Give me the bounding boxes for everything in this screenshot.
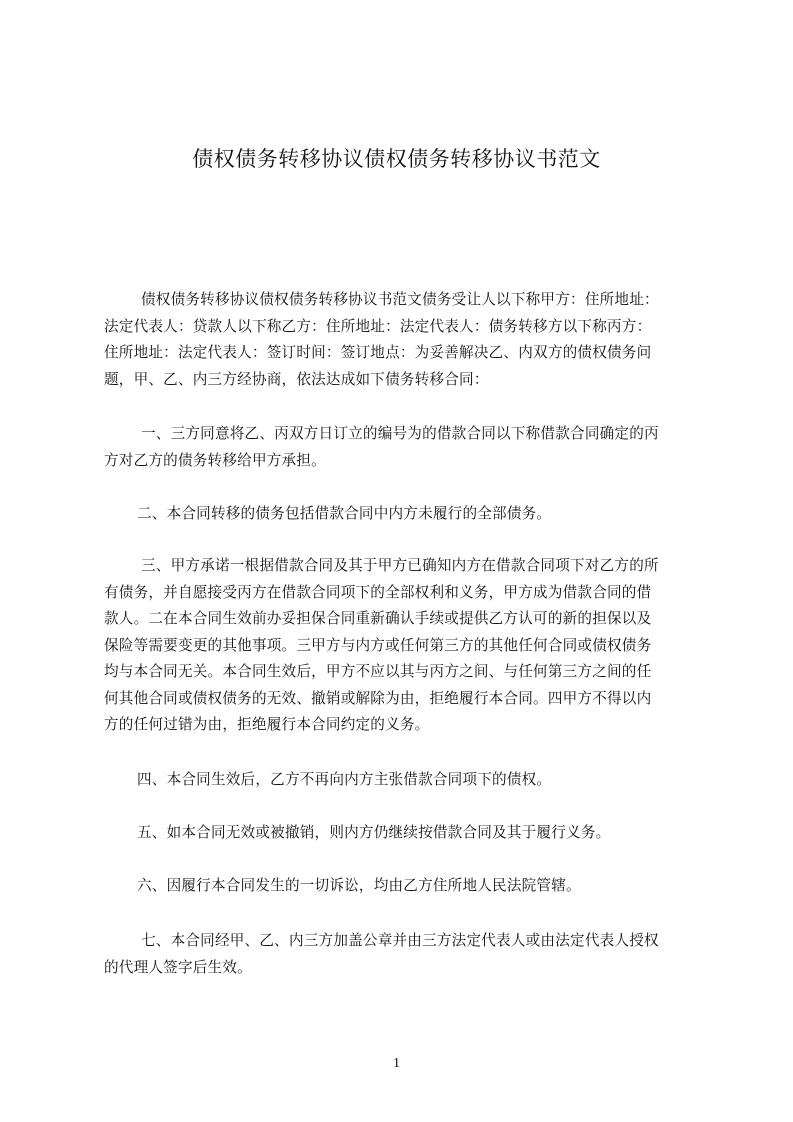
paragraph-clause-7 bbox=[104, 928, 700, 981]
paragraph-line: 二、本合同转移的债务包括借款合同中内方未履行的全部债务。 bbox=[137, 505, 552, 522]
paragraph-line: 有债务，并自愿接受丙方在借款合同项下的全部权利和义务，甲方成为借款合同的借 bbox=[104, 583, 652, 601]
paragraph-line: 七、本合同经甲、乙、内三方加盖公章并由三方法定代表人或由法定代表人授权 bbox=[141, 932, 659, 949]
paragraph-line: 款人。二在本合同生效前办妥担保合同重新确认手续或提供乙方认可的新的担保以及 bbox=[104, 610, 652, 627]
paragraph-clause-1 bbox=[104, 421, 700, 474]
paragraph-line: 方对乙方的债务转移给甲方承担。 bbox=[104, 451, 326, 469]
paragraph-line: 一、三方同意将乙、丙双方日订立的编号为的借款合同以下称借款合同确定的丙 bbox=[141, 425, 659, 442]
paragraph-clause-5 bbox=[104, 820, 700, 847]
paragraph-line: 四、本合同生效后，乙方不再向内方主张借款合同项下的债权。 bbox=[137, 771, 552, 788]
paragraph-line: 题，甲、乙、内三方经协商，依法达成如下债务转移合同： bbox=[104, 370, 489, 388]
paragraph-line: 保险等需要变更的其他事项。三甲方与内方或任何第三方的其他任何合同或债权债务 bbox=[104, 636, 652, 654]
paragraph-line: 三、甲方承诺一根据借款合同及其于甲方已确知内方在借款合同项下对乙方的所 bbox=[141, 557, 659, 574]
paragraph-clause-4 bbox=[104, 767, 700, 794]
paragraph-line: 六、因履行本合同发生的一切诉讼，均由乙方住所地人民法院管辖。 bbox=[137, 877, 581, 894]
paragraph-line: 法定代表人：贷款人以下称乙方：住所地址：法定代表人：债务转移方以下称丙方： bbox=[104, 317, 652, 335]
paragraph-line: 方的任何过错为由，拒绝履行本合同约定的义务。 bbox=[104, 716, 430, 733]
page-number: 1 bbox=[393, 1056, 400, 1071]
paragraph-line: 住所地址：法定代表人：签订时间：签订地点：为妥善解决乙、内双方的债权债务问 bbox=[104, 344, 652, 361]
paragraph-line: 均与本合同无关。本合同生效后，甲方不应以其与丙方之间、与任何第三方之间的任 bbox=[104, 663, 652, 680]
paragraph-clause-3 bbox=[104, 553, 700, 739]
document-title: 债权债务转移协议债权债务转移协议书范文 bbox=[192, 147, 601, 171]
paragraph-line: 债权债务转移协议债权债务转移协议书范文债务受让人以下称甲方：住所地址： bbox=[141, 291, 659, 308]
paragraph-line: 的代理人签字后生效。 bbox=[104, 958, 252, 976]
paragraph-clause-2 bbox=[104, 501, 700, 528]
paragraph-intro bbox=[104, 287, 700, 393]
paragraph-clause-6 bbox=[104, 873, 700, 900]
paragraph-line: 何其他合同或债权债务的无效、撤销或解除为由，拒绝履行本合同。四甲方不得以内 bbox=[104, 689, 652, 707]
paragraph-line: 五、如本合同无效或被撤销，则内方仍继续按借款合同及其于履行义务。 bbox=[137, 824, 611, 841]
